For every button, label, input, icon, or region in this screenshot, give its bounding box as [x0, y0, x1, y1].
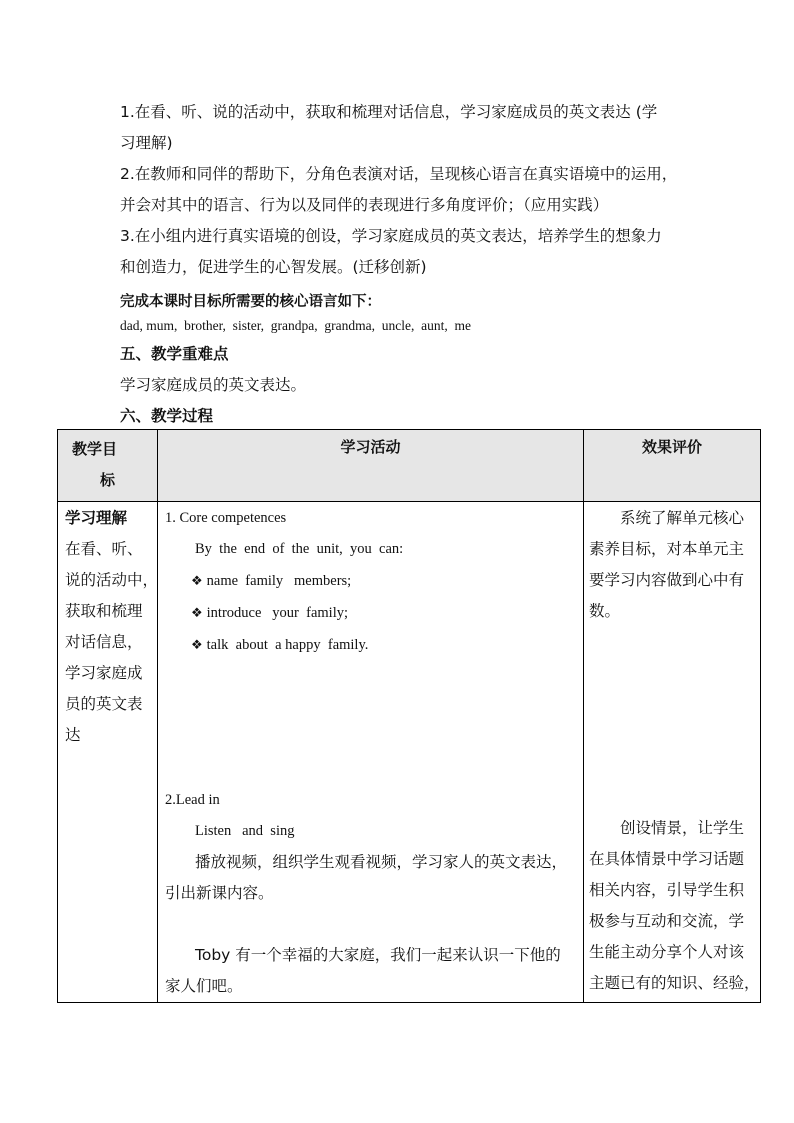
- objectives-block: [120, 97, 690, 283]
- goal-line-5: 学习家庭成: [65, 664, 143, 682]
- core-language-words: dad, mum, brother, sister, grandpa, grandma, uncle, aunt, me: [120, 318, 471, 333]
- goal-line-1: 在看、听、: [65, 540, 143, 558]
- objective-1-line-2: 习理解): [120, 134, 173, 152]
- goal-line-6: 员的英文表: [65, 695, 143, 713]
- eval1-line-3: 要学习内容做到心中有: [589, 571, 745, 589]
- activity-item1-intro: By the end of the unit, you can:: [195, 541, 404, 557]
- eval2-line-4: 极参与互动和交流，学: [589, 912, 745, 930]
- table-row: [58, 502, 761, 1003]
- activity-bullet: ❖ talk about a happy family.: [191, 637, 369, 653]
- objective-3-line-2: 和创造力，促进学生的心智发展。(迁移创新): [120, 258, 427, 276]
- objective-2-line-1: 2.在教师和同伴的帮助下，分角色表演对话，呈现核心语言在真实语境中的运用，: [120, 165, 678, 183]
- core-language-heading: 完成本课时目标所需要的核心语言如下：: [120, 294, 381, 310]
- eval2-line-5: 生能主动分享个人对该: [589, 943, 745, 961]
- section6-title: 六、教学过程: [120, 407, 214, 425]
- eval2-line-1: 创设情景，让学生: [620, 819, 745, 837]
- diamond-bullet-icon: ❖: [191, 573, 203, 588]
- goal-cell: [58, 502, 158, 1003]
- diamond-bullet-icon: ❖: [191, 605, 203, 620]
- header-goal-line-2: 标: [100, 471, 116, 489]
- activity-item2-toby: Toby 有一个幸福的大家庭，我们一起来认识一下他的家人们吧。: [165, 946, 561, 995]
- header-activity: 学习活动: [340, 438, 401, 456]
- header-evaluation: 效果评价: [641, 438, 702, 456]
- eval1-line-1: 系统了解单元核心: [620, 509, 745, 527]
- header-activity-cell: [158, 430, 584, 502]
- activity-item2-sub: Listen and sing: [195, 823, 295, 839]
- diamond-bullet-icon: ❖: [191, 637, 203, 652]
- header-goal-cell: [58, 430, 158, 502]
- objective-3-line-1: 3.在小组内进行真实语境的创设，学习家庭成员的英文表达，培养学生的想象力: [120, 227, 662, 245]
- eval1-line-2: 素养目标，对本单元主: [589, 540, 745, 558]
- header-evaluation-cell: [584, 430, 761, 502]
- activity-item2-title: 2.Lead in: [165, 792, 220, 808]
- goal-line-2: 说的活动中，: [65, 571, 159, 589]
- section5-title: 五、教学重难点: [120, 345, 229, 363]
- goal-line-7: 达: [65, 726, 81, 744]
- lesson-process-table: [57, 429, 761, 1003]
- eval2-line-2: 在具体情景中学习话题: [589, 850, 745, 868]
- section5-content: 学习家庭成员的英文表达。: [120, 376, 307, 394]
- eval1-line-4: 数。: [589, 602, 621, 620]
- activity-bullet: ❖ introduce your family;: [191, 605, 348, 621]
- goal-line-4: 对话信息，: [65, 633, 143, 651]
- activity-item2-desc: 播放视频，组织学生观看视频，学习家人的英文表达，引出新课内容。: [165, 853, 568, 902]
- objective-1-line-1: 1.在看、听、说的活动中，获取和梳理对话信息，学习家庭成员的英文表达 (学: [120, 103, 658, 121]
- header-goal-line-1: 教学目: [72, 440, 118, 458]
- activity-bullet: ❖ name family members;: [191, 573, 352, 589]
- table-header-row: [58, 430, 761, 502]
- activity-item1-title: 1. Core competences: [165, 510, 287, 526]
- goal-title: 学习理解: [65, 509, 128, 527]
- eval2-line-3: 相关内容，引导学生积: [589, 881, 745, 899]
- evaluation-cell: [584, 502, 761, 1003]
- goal-line-3: 获取和梳理: [65, 602, 143, 620]
- activity-cell: [158, 502, 584, 1003]
- eval2-line-6: 主题已有的知识、经验，: [589, 974, 760, 992]
- objective-2-line-2: 并会对其中的语言、行为以及同伴的表现进行多角度评价；（应用实践）: [120, 196, 609, 214]
